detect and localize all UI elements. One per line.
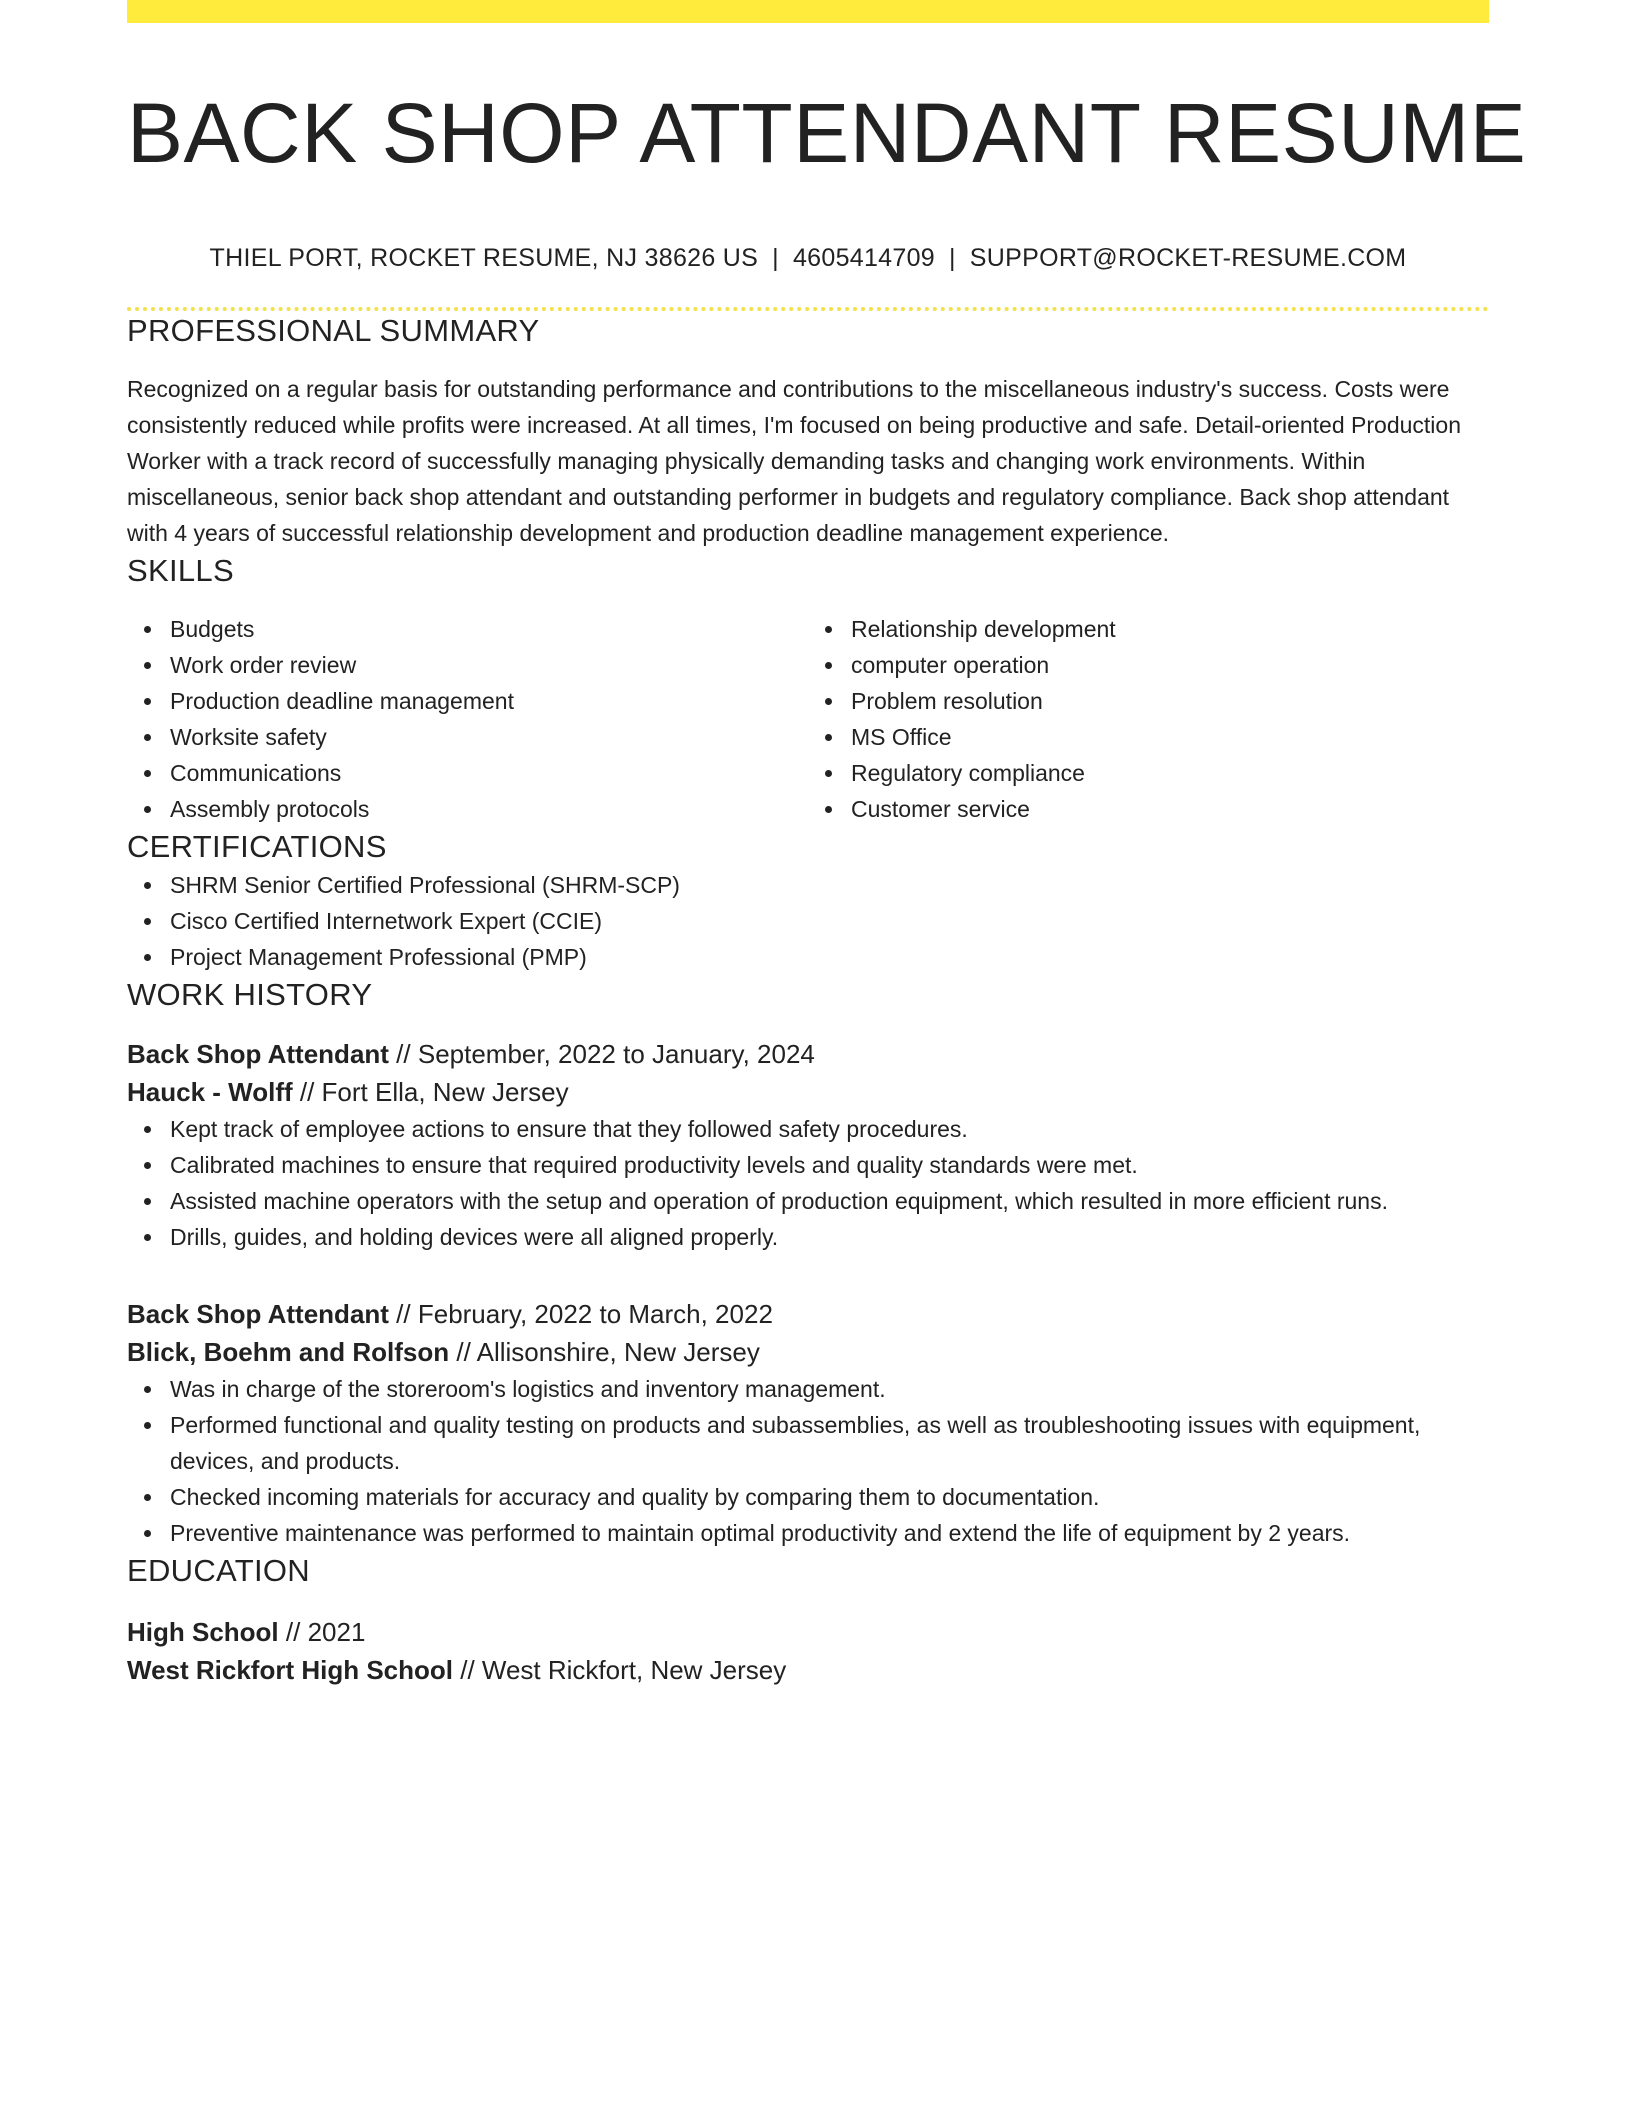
education-school: West Rickfort High School (127, 1655, 453, 1685)
education-year: // 2021 (278, 1617, 366, 1647)
education-entry (127, 1613, 1489, 1689)
job-company: Hauck - Wolff (127, 1077, 293, 1107)
work-history-heading: WORK HISTORY (127, 977, 373, 1012)
job-company: Blick, Boehm and Rolfson (127, 1337, 450, 1367)
job-location: // Fort Ella, New Jersey (292, 1077, 569, 1107)
skill-item: MS Office (851, 719, 1489, 755)
skill-item: Customer service (851, 791, 1489, 827)
certification-item: Cisco Certified Internetwork Expert (CCIE) (170, 903, 1489, 939)
skills-list-right (808, 611, 1489, 827)
certification-item: Project Management Professional (PMP) (170, 939, 1489, 975)
skill-item: Work order review (170, 647, 808, 683)
certifications-list (127, 867, 1489, 975)
resume-content (127, 23, 1527, 1689)
certifications-heading: CERTIFICATIONS (127, 829, 387, 864)
contact-email: SUPPORT@ROCKET-RESUME.COM (969, 244, 1407, 272)
job-title: Back Shop Attendant (127, 1039, 389, 1069)
certification-item: SHRM Senior Certified Professional (SHRM-SCP) (170, 867, 1489, 903)
education-location: // West Rickfort, New Jersey (453, 1655, 787, 1685)
responsibility-item: Kept track of employee actions to ensure that they followed safety procedures. (170, 1111, 1489, 1147)
job-entry (127, 1035, 1489, 1255)
responsibility-item: Checked incoming materials for accuracy and quality by comparing them to documentation. (170, 1479, 1489, 1515)
skill-item: Relationship development (851, 611, 1489, 647)
summary-text: Recognized on a regular basis for outstanding performance and contributions to the miscellaneous industry's success. Costs were consistently reduced while profits were increased. At all times, I'm focused on being productive and safe. Detail-oriented Production Worker with a track record of successfully managing physically demanding tasks and changing work environments. Within miscellaneous, senior back shop attendant and outstanding performer in budgets and regulatory compliance. Back shop attendant with 4 years of successful relationship development and production deadline management experience. (127, 376, 1461, 546)
job-company-line (127, 1333, 1489, 1371)
job-company-line (127, 1073, 1489, 1111)
job-responsibilities (127, 1111, 1489, 1255)
job-entry (127, 1295, 1489, 1551)
skills-heading: SKILLS (127, 553, 234, 588)
contact-line (127, 243, 1489, 273)
contact-separator: | (772, 244, 779, 272)
job-dates: // February, 2022 to March, 2022 (388, 1299, 773, 1329)
education-degree-line (127, 1613, 1489, 1651)
contact-separator: | (949, 244, 956, 272)
skill-item: Budgets (170, 611, 808, 647)
accent-top-bar (127, 0, 1489, 23)
job-title-line (127, 1295, 1489, 1333)
responsibility-item: Calibrated machines to ensure that required productivity levels and quality standards were met. (170, 1147, 1489, 1183)
responsibility-item: Assisted machine operators with the setup and operation of production equipment, which resulted in more efficient runs. (170, 1183, 1489, 1219)
job-location: // Allisonshire, New Jersey (449, 1337, 760, 1367)
summary-heading: PROFESSIONAL SUMMARY (127, 313, 540, 348)
skill-item: Production deadline management (170, 683, 808, 719)
job-title-line (127, 1035, 1489, 1073)
skill-item: Worksite safety (170, 719, 808, 755)
skills-columns (127, 611, 1489, 827)
responsibility-item: Drills, guides, and holding devices were all aligned properly. (170, 1219, 1489, 1255)
skills-list-left (127, 611, 808, 827)
resume-title: BACK SHOP ATTENDANT RESUME (127, 86, 1527, 180)
education-degree: High School (127, 1617, 279, 1647)
skill-item: Regulatory compliance (851, 755, 1489, 791)
responsibility-item: Was in charge of the storeroom's logistics and inventory management. (170, 1371, 1489, 1407)
job-dates: // September, 2022 to January, 2024 (388, 1039, 815, 1069)
skill-item: computer operation (851, 647, 1489, 683)
education-heading: EDUCATION (127, 1553, 310, 1588)
skill-item: Problem resolution (851, 683, 1489, 719)
skill-item: Communications (170, 755, 808, 791)
job-title: Back Shop Attendant (127, 1299, 389, 1329)
responsibility-item: Preventive maintenance was performed to maintain optimal productivity and extend the life of equipment by 2 years. (170, 1515, 1489, 1551)
job-responsibilities (127, 1371, 1489, 1551)
responsibility-item: Performed functional and quality testing on products and subassemblies, as well as troubleshooting issues with equipment, devices, and products. (170, 1407, 1489, 1479)
education-school-line (127, 1651, 1489, 1689)
contact-phone: 4605414709 (792, 244, 935, 272)
contact-address: THIEL PORT, ROCKET RESUME, NJ 38626 US (209, 244, 759, 272)
skill-item: Assembly protocols (170, 791, 808, 827)
